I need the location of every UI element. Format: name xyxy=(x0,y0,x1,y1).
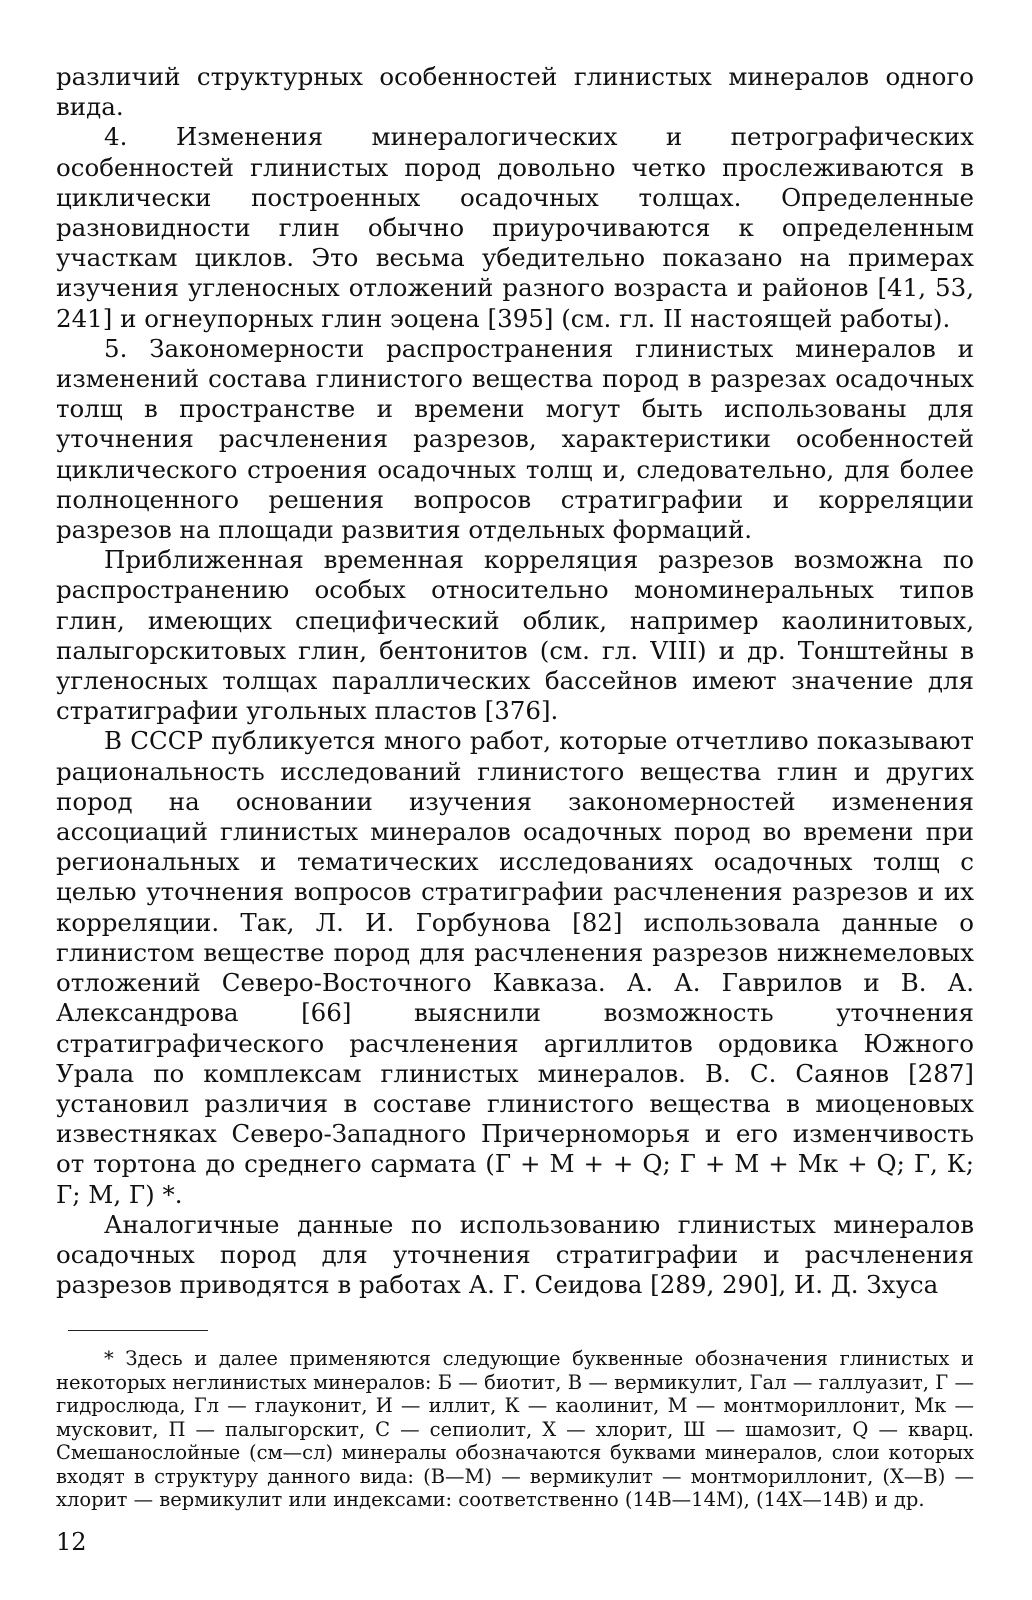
body-text xyxy=(56,62,974,1300)
paragraph-item-5: 5. Закономерности распространения глинистых минералов и изменений состава глинистого вещества пород в разрезах осадочных толщ в пространстве и времени могут быть использованы для уточнения расчленения разрезов, характеристики особенностей циклического строения осадочных толщ и, следовательно, для более полноценного решения вопросов стратиграфии и корреляции разрезов на площади развития отдельных формаций. xyxy=(56,333,974,545)
footnote-text: * Здесь и далее применяются следующие буквенные обозначения глинистых и некоторых неглинистых минералов: Б — биотит, В — вермикулит, Гал — галлуазит, Г — гидрослюда, Гл — глауконит, И — иллит, К — каолинит, М — монтмориллонит, Мк — мусковит, П — палыгорскит, С — сепиолит, Х — хлорит, Ш — шамозит, Q — кварц. Смешанослойные (см—сл) минералы обозначаются буквами минералов, слои которых входят в структуру данного вида: (В—М) — вермикулит — монтмориллонит, (Х—В) — хлорит — вермикулит или индексами: соответственно (14В—14М), (14Х—14В) и др. xyxy=(56,1347,974,1512)
page-number: 12 xyxy=(56,1528,87,1556)
paragraph-correlation: Приближенная временная корреляция разрезов возможна по распространению особых относительно мономинеральных типов глин, имеющих специфический облик, например каолинитовых, палыгорскитовых глин, бентонитов (см. гл. VIII) и др. Тонштейны в угленосных толщах параллических бассейнов имеют значение для стратиграфии угольных пластов [376]. xyxy=(56,545,974,726)
paragraph-ussr-works: В СССР публикуется много работ, которые отчетливо показывают рациональность исследований глинистого вещества глин и других пород на основании изучения закономерностей изменения ассоциаций глинистых минералов осадочных пород во времени при региональных и тематических исследованиях осадочных толщ с целью уточнения вопросов стратиграфии расчленения разрезов и их корреляции. Так, Л. И. Горбунова [82] использовала данные о глинистом веществе пород для расчленения разрезов нижнемеловых отложений Северо-Восточного Кавказа. А. А. Гаврилов и В. А. Александрова [66] выяснили возможность уточнения стратиграфического расчленения аргиллитов ордовика Южного Урала по комплексам глинистых минералов. В. С. Саянов [287] установил различия в составе глинистого вещества в миоценовых известняках Северо-Западного Причерноморья и его изменчивость от тортона до среднего сармата (Г + М + + Q; Г + М + Мк + Q; Г, К; Г; М, Г) *. xyxy=(56,726,974,1209)
paragraph-continuation: различий структурных особенностей глинистых минералов одного вида. xyxy=(56,62,974,122)
footnote xyxy=(56,1347,974,1512)
paragraph-analogous-data: Аналогичные данные по использованию глинистых минералов осадочных пород для уточнения стратиграфии и расчленения разрезов приводятся в работах А. Г. Сеидова [289, 290], И. Д. Зхуса xyxy=(56,1209,974,1300)
footnote-rule xyxy=(68,1330,208,1331)
paragraph-item-4: 4. Изменения минералогических и петрографических особенностей глинистых пород довольно четко прослеживаются в циклически построенных осадочных толщах. Определенные разновидности глин обычно приурочиваются к определенным участкам циклов. Это весьма убедительно показано на примерах изучения угленосных отложений разного возраста и районов [41, 53, 241] и огнеупорных глин эоцена [395] (см. гл. II настоящей работы). xyxy=(56,122,974,333)
